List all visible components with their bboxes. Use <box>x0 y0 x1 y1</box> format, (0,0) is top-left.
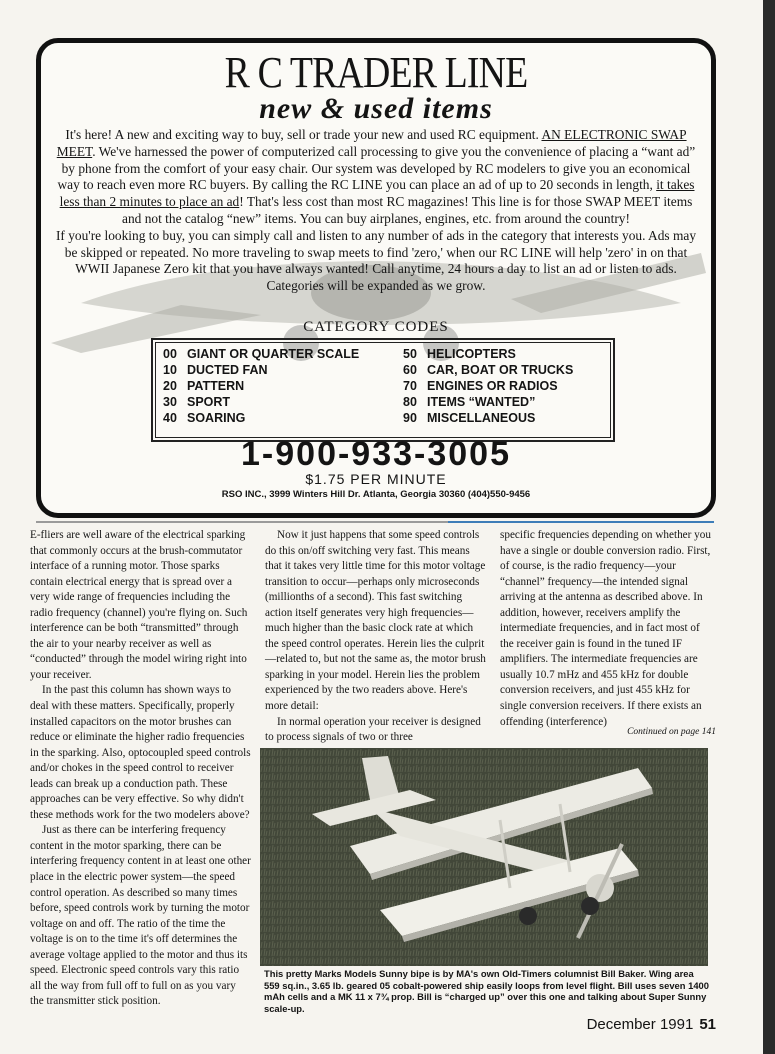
company-address: RSO INC., 3999 Winters Hill Dr. Atlanta, Georgia 30360 (404)550-9456 <box>221 489 531 500</box>
biplane-photo <box>260 748 708 966</box>
article-paragraph: Just as there can be interfering frequency content in the motor sparking, there can be interfering frequency content in at least one other place in the electric power system—the speed control operation. As described so many times before, speed controls work by turning the motor voltage on and off. The ratio of the time the voltage is on to the time it's off determines the average voltage applied to the motor and thus its speed. Electronic speed controls vary this ratio all the way from full off to full on as you vary the transmitter stick position. <box>30 824 251 1008</box>
ad-body-text: It's here! A new and exciting way to buy, sell or trade your new and used RC equipment. <box>65 127 542 142</box>
page-edge <box>763 0 775 1054</box>
article-column-2 <box>265 528 487 746</box>
category-item: 90 MISCELLANEOUS <box>403 411 536 425</box>
category-item: 50 HELICOPTERS <box>403 347 516 361</box>
page-footer <box>560 1016 716 1033</box>
ad-body <box>53 127 699 295</box>
category-item: 00 GIANT OR QUARTER SCALE <box>163 347 360 361</box>
ad-body-underlined: it takes less than 2 minutes to place an ad <box>59 177 695 210</box>
category-item: 10 DUCTED FAN <box>163 363 268 377</box>
category-codes-box <box>151 338 615 442</box>
category-list-right <box>403 346 573 426</box>
article-column-1 <box>30 528 252 1010</box>
biplane-illustration <box>260 748 708 966</box>
category-list-left <box>163 346 359 426</box>
category-item: 80 ITEMS “WANTED” <box>403 395 536 409</box>
continued-note: Continued on page 141 <box>627 727 716 737</box>
category-item: 70 ENGINES OR RADIOS <box>403 379 558 393</box>
phone-number: 1-900-933-3005 <box>241 435 511 473</box>
photo-caption: This pretty Marks Models Sunny bipe is by MA's own Old-Timers columnist Bill Baker. Wing area 559 sq.in., 3.65 lb. geared 05 cobalt-powered ship easily loops from level flight. Bill uses seven 1400 mAh cells and a MK 11 x 7¾ prop. Bill is “charged up” over this one and talking about Super Sunny scale-up. <box>264 968 709 1014</box>
ad-body-underlined: AN ELECTRONIC SWAP MEET <box>56 127 687 159</box>
divider-rule <box>36 521 448 523</box>
category-item: 60 CAR, BOAT OR TRUCKS <box>403 363 574 377</box>
article-paragraph: In normal operation your receiver is designed to process signals of two or three <box>265 715 481 744</box>
article-column-3 <box>500 528 716 730</box>
category-item: 30 SPORT <box>163 395 231 409</box>
article-paragraph: specific frequencies depending on whether you have a single or double conversion radio. First, of course, is the radio frequency—your “channel” frequency—the intended signal arriving at the antenna as described above. In addition, however, receivers amplify the intermediate frequencies, and in fact most of the receiver gain is found in the tuned IF amplifiers. The intermediate frequencies are usually 10.7 mHz and 455 kHz for double conversion receivers, and just 455 kHz for single conversion receivers. If there exists an offending (interference) <box>500 529 711 728</box>
category-item: 40 SOARING <box>163 411 246 425</box>
article-paragraph: Now it just happens that some speed controls do this on/off switching very fast. This means that it takes very little time for this motor voltage transition to occur—perhaps only microseconds (millionths of a second). This fast switching action itself generates very high frequencies—much higher than the basic clock rate at which the speed control operates. Herein lies the culprit—related to, but not the same as, the motor brush sparking in your model. Herein lies the problem experienced by the two readers above. Here's more detail: <box>265 529 486 713</box>
category-item: 20 PATTERN <box>163 379 245 393</box>
ad-title: R C TRADER LINE <box>224 48 528 97</box>
article-paragraph: E-fliers are well aware of the electrical sparking that commonly occurs at the brush-commutator interface of a running motor. Those sparks contain electrical energy that is spread over a very wide range of frequencies including the radio frequency (channel) you're flying on. Such interference can be both “transmitted” through the air to your nearby receiver as well as “conducted” through the model wiring right into your receiver. <box>30 529 248 681</box>
page-number: 51 <box>699 1016 716 1033</box>
category-codes-title: CATEGORY CODES <box>303 319 449 335</box>
divider-rule-accent <box>448 521 714 523</box>
ad-body-text: . We've harnessed the power of computerized call processing to give you the convenience of placing a “want ad” by phone from the comfort of your easy chair. Our system was developed by RC modelers to give you an economical way to reach even more RC buyers. By calling the RC LINE you can place an ad of up to 20 seconds in length, <box>57 143 696 193</box>
ad-subtitle: new & used items <box>259 92 493 125</box>
article-paragraph: In the past this column has shown ways to deal with these matters. Specifically, properly installed capacitors on the motor brushes can reduce or eliminate the higher radio frequencies in the sparking. Also, optocoupled speed controls and/or chokes in the speed control to receiver leads can break up a conduction path. These approaches can be very effective. So why didn't these methods work for the two modelers above? <box>30 684 251 821</box>
price-per-minute: $1.75 PER MINUTE <box>305 471 447 487</box>
ad-body-text: ! That's less cost than most RC magazines! This line is for those SWAP MEET items and not the catalog “new” items. You can buy airplanes, engines, etc. from around the country! <box>122 194 693 226</box>
rc-trader-line-ad <box>36 38 716 518</box>
ad-body-text: If you're looking to buy, you can simply call and listen to any number of ads in the category that interests you. Ads may be skipped or repeated. No more traveling to swap meets to find 'zero,' when our RC LINE will help 'zero' in on that WWII Japanese Zero kit that you have always wanted! Call anytime, 24 hours a day to list an ad or listen to ads. Categories will be expanded as we grow. <box>55 227 697 294</box>
issue-date: December 1991 <box>586 1016 694 1033</box>
